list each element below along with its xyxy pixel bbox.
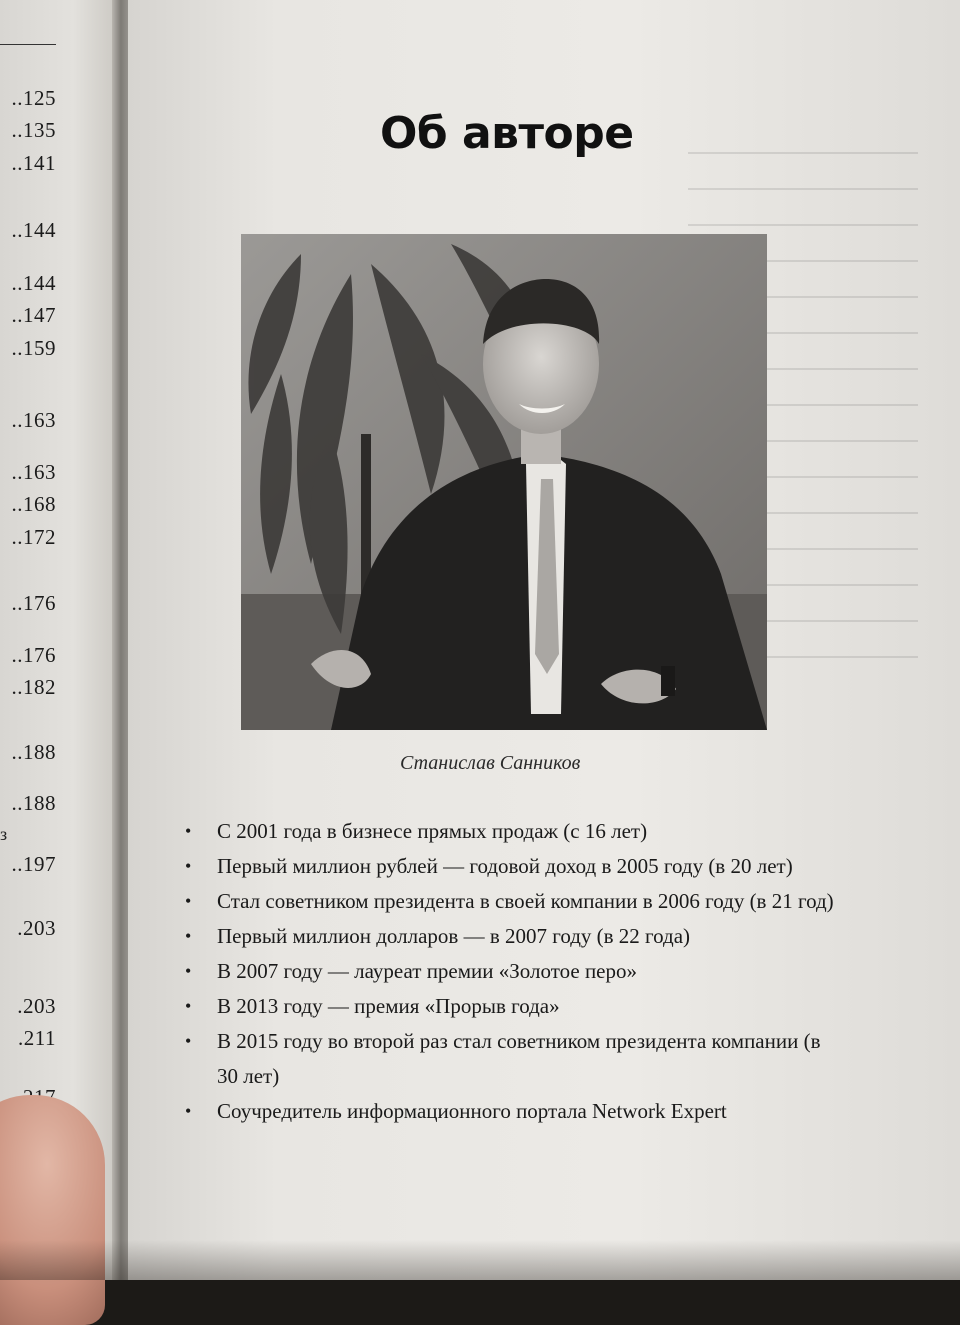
page-heading: Об авторе [380,108,634,159]
bullet-icon: • [185,821,192,841]
bullet-icon: • [185,961,192,981]
toc-page-number: ..125 [11,86,56,110]
bullet-icon: • [185,856,192,876]
list-item: • Соучредитель информационного портала Network Expert [185,1094,835,1129]
toc-page-number: .203 [17,994,56,1018]
toc-page-number: .203 [17,916,56,940]
list-item: • С 2001 года в бизнесе прямых продаж (с 16 лет) [185,814,835,849]
toc-page-number: ..182 [11,675,56,699]
list-item: • В 2007 году — лауреат премии «Золотое перо» [185,954,835,989]
toc-page-number: .211 [18,1026,56,1050]
thumb [0,1095,105,1325]
list-item: • Первый миллион рублей — годовой доход в 2005 году (в 20 лет) [185,849,835,884]
list-item: • Первый миллион долларов — в 2007 году (в 22 года) [185,919,835,954]
bottom-shadow [0,1240,960,1280]
toc-page-number: ..188 [11,791,56,815]
toc-page-number: ..176 [11,591,56,615]
toc-page-number: ..197 [11,852,56,876]
toc-page-number: ..172 [11,525,56,549]
toc-page-number: ..159 [11,336,56,360]
toc-page-number: ..144 [11,271,56,295]
toc-page-number: ..135 [11,118,56,142]
author-portrait-illustration [241,234,767,730]
toc-page-number: ..168 [11,492,56,516]
author-achievements-list [185,814,835,1129]
toc-rule [0,44,56,45]
list-item: • В 2013 году — премия «Прорыв года» [185,989,835,1024]
toc-page-number: ..144 [11,218,56,242]
bullet-icon: • [185,926,192,946]
left-page [0,0,122,1280]
toc-page-number: ..141 [11,151,56,175]
bullet-icon: • [185,996,192,1016]
toc-page-number: ..163 [11,408,56,432]
toc-page-number: ..147 [11,303,56,327]
toc-page-number: ..176 [11,643,56,667]
author-photo [241,234,767,730]
photo-caption: Станислав Санников [400,752,581,774]
toc-page-number: ..163 [11,460,56,484]
list-item: • В 2015 году во второй раз стал советником президента компании (в 30 лет) [185,1024,835,1094]
list-item: • Стал советником президента в своей компании в 2006 году (в 21 год) [185,884,835,919]
bullet-icon: • [185,1031,192,1051]
toc-fragment: з [0,824,8,844]
bullet-icon: • [185,891,192,911]
toc-page-number: ..188 [11,740,56,764]
bullet-icon: • [185,1101,192,1121]
